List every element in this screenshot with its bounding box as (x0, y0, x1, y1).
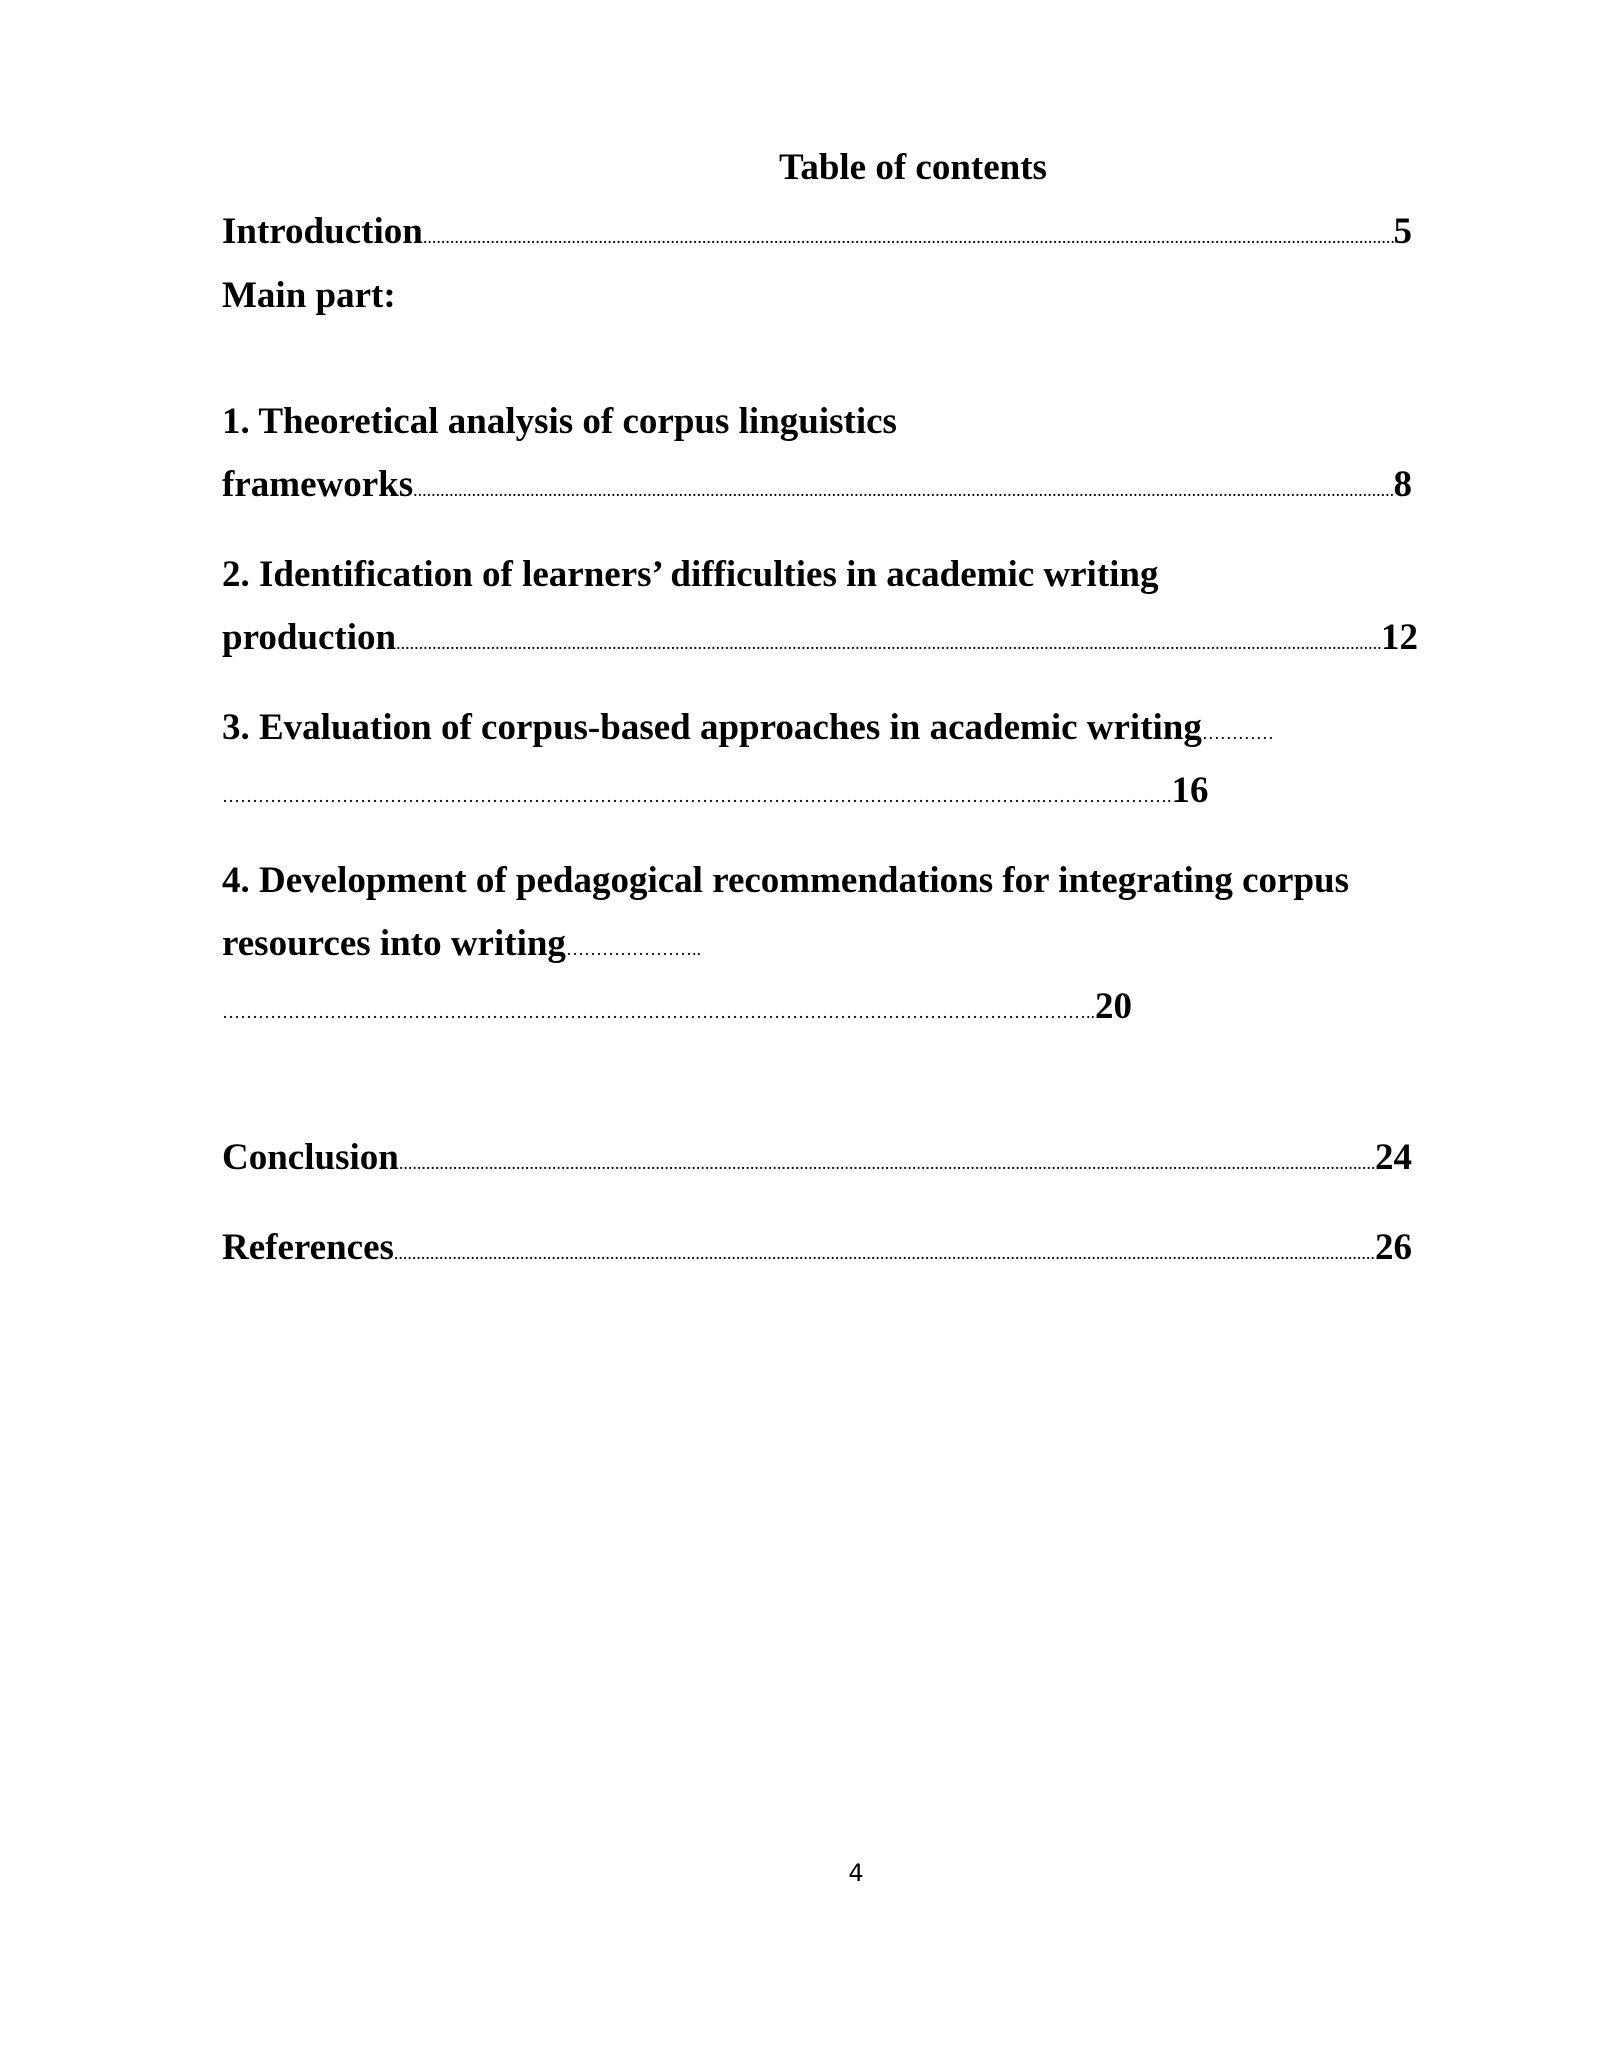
page-number: 4 (848, 1859, 864, 1887)
toc-entry-4 (222, 985, 1132, 1034)
dot-leader: ………………….. (565, 939, 701, 959)
toc-entry-label: frameworks (222, 464, 414, 505)
toc-entry-label: resources into writing (222, 923, 566, 964)
toc-entry-label: Conclusion (222, 1137, 399, 1178)
toc-page-number: 5 (1393, 211, 1412, 252)
dot-leader (413, 468, 1393, 512)
toc-entry-label: 3. Evaluation of corpus-based approaches in academic writing (222, 707, 1202, 748)
toc-entry-label: Introduction (222, 211, 423, 252)
dot-leader (423, 215, 1394, 259)
dot-leader (399, 1141, 1375, 1185)
dot-leader (394, 1231, 1375, 1275)
toc-entry-4-title: 4. Development of pedagogical recommendations for integrating corpus (222, 860, 1350, 901)
dot-leader (396, 621, 1381, 665)
toc-entry-2-title: 2. Identification of learners’ difficulties in academic writing (222, 554, 1159, 595)
toc-entry-conclusion (222, 1136, 1412, 1185)
dot-leader: ……………………………………………………………………………………………………………………………….. (222, 1002, 1095, 1022)
toc-page-number: 16 (1171, 770, 1209, 811)
toc-entry-label: production (222, 617, 397, 658)
page-title: Table of contents (779, 147, 1047, 188)
dot-leader: ………… (1201, 723, 1274, 743)
toc-entry-2 (222, 616, 1418, 665)
toc-page-number: 20 (1095, 986, 1132, 1027)
toc-entry-3 (222, 769, 1209, 818)
dot-leader: ………………………………………………………………………………………………………………………..…………………. (222, 786, 1172, 806)
toc-heading-main-part: Main part: (222, 275, 396, 316)
toc-entry-3-title (222, 706, 1274, 755)
toc-page-number: 12 (1381, 617, 1418, 658)
toc-entry-4-line2 (222, 922, 701, 971)
toc-entry-1-title: 1. Theoretical analysis of corpus linguistics (222, 401, 897, 442)
toc-entry-label: References (222, 1227, 394, 1268)
toc-page-number: 8 (1393, 464, 1412, 505)
toc-page-number: 24 (1375, 1137, 1412, 1178)
toc-entry-introduction (222, 210, 1412, 259)
toc-entry-references (222, 1226, 1412, 1275)
toc-entry-1 (222, 463, 1412, 512)
toc-page-number: 26 (1375, 1227, 1412, 1268)
